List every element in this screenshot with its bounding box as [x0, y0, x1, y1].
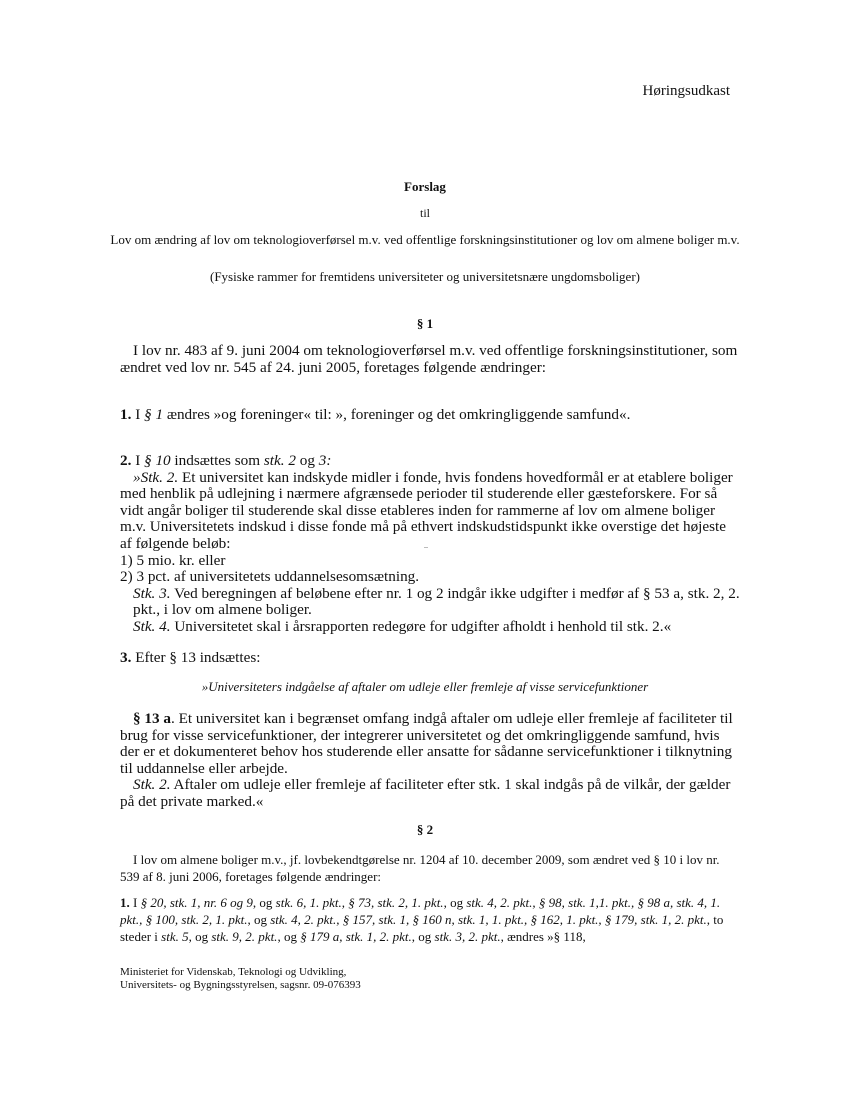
footer-line-1: Ministeriet for Videnskab, Teknologi og Udvikling,	[120, 966, 347, 978]
title-til: til	[419, 206, 430, 220]
item-text: Efter § 13 indsættes:	[131, 649, 261, 666]
item-text: I	[135, 406, 145, 423]
section2-item-1	[120, 894, 740, 945]
amendment-item-2	[120, 453, 740, 636]
item-2-head	[120, 453, 740, 470]
item-ref: stk. 4, 2. pkt., § 98, stk. 1,1. pkt., § 98 a, stk. 4, 1. pkt., § 100, stk. 2, 1. pkt.	[120, 895, 721, 927]
item-ref: stk. 6, 1. pkt., § 73, stk. 2, 1. pkt.	[275, 895, 444, 910]
item-ref: 3:	[318, 452, 332, 469]
item-ref: stk. 2	[263, 452, 296, 469]
stk-text: Ved beregningen af beløbene efter nr. 1 og 2 indgår ikke udgifter i medfør af § 53 a, stk. 2, 2. pkt., i lov om almene boliger.	[133, 584, 740, 619]
amendment-item-1	[120, 407, 740, 424]
list-item-1: 1) 5 mio. kr. eller	[120, 551, 226, 569]
item-text: I	[135, 452, 145, 469]
section-13a-stk2	[120, 777, 740, 810]
item-ref: § 10	[144, 452, 171, 469]
item-number: 2.	[120, 452, 132, 469]
section-13a-text	[120, 711, 740, 777]
item-text: I	[129, 895, 141, 910]
item-text: ændres »og foreninger« til: », foreninger og det omkringliggende samfund«.	[163, 406, 631, 423]
stk2-paragraph	[120, 470, 740, 553]
stk-label: Stk. 3.	[133, 584, 171, 602]
item-ref: stk. 9, 2. pkt.	[211, 929, 278, 944]
section1-intro: I lov nr. 483 af 9. juni 2004 om teknologioverførsel m.v. ved offentlige forskningsinstitutioner, som ændret ved lov nr. 545 af 24. juni 2005, foretages følgende ændringer:	[120, 342, 738, 376]
amendment-item-3	[120, 650, 740, 667]
stk-text: Aftaler om udleje eller fremleje af faciliteter efter stk. 1 skal indgås på de vilkår, der gælder på det private marked.«	[120, 776, 731, 810]
list-item-2: 2) 3 pct. af universitetets uddannelsesomsætning.	[120, 568, 420, 586]
stk-text: Universitetet skal i årsrapporten redegøre for udgifter afholdt i henhold til stk. 2.«	[170, 617, 672, 635]
section-mark-2: § 2	[416, 822, 434, 837]
item-number: 3.	[120, 649, 132, 666]
item-ref: § 20, stk. 1, nr. 6 og 9	[140, 895, 253, 910]
stk4-paragraph	[120, 619, 740, 636]
para-text: . Et universitet kan i begrænset omfang indgå aftaler om udleje eller fremleje af faciliteter til brug for visse servicefunktioner, der integrerer universitetet og det omkringliggende samfund, hvis der er et dokumenteret behov hos studerende eller ansatte for sådanne servicefunktioner i tilknytning til uddannelse eller arbejde.	[120, 710, 733, 777]
stk-label: »Stk. 2.	[133, 468, 179, 486]
section-13a-heading: »Universiteters indgåelse af aftaler om udleje eller fremleje af visse servicefunktioner	[201, 679, 649, 694]
section2-intro: I lov om almene boliger m.v., jf. lovbekendtgørelse nr. 1204 af 10. december 2009, som ændret ved § 10 i lov nr. 539 af 8. juni 2006, foretages følgende ændringer:	[120, 852, 720, 884]
stk-label: Stk. 4.	[133, 617, 171, 635]
document-status-label: Høringsudkast	[642, 83, 730, 99]
item-text: og	[295, 452, 319, 469]
stray-mark	[424, 547, 428, 548]
section-13a	[120, 711, 740, 811]
item-text: , to steder i	[120, 912, 724, 944]
stk-label: Stk. 2.	[133, 776, 171, 794]
footer	[120, 966, 361, 992]
law-subtitle: (Fysiske rammer for fremtidens universiteter og universitetsnære ungdomsboliger)	[210, 269, 640, 284]
item-text: , og	[411, 929, 435, 944]
item-number: 1.	[120, 406, 132, 423]
footer-line-2: Universitets- og Bygningsstyrelsen, sagsnr. 09-076393	[120, 979, 361, 991]
item-text: , og	[443, 895, 467, 910]
item-text: , ændres »§ 118,	[500, 929, 586, 944]
stk3-paragraph	[120, 586, 740, 619]
item-ref: § 1	[144, 406, 164, 423]
section-mark-1: § 1	[416, 316, 434, 331]
item-number: 1.	[120, 895, 130, 910]
law-title: Lov om ændring af lov om teknologioverførsel m.v. ved offentlige forskningsinstitutioner og lov om almene boliger m.v.	[110, 232, 740, 247]
item-text: indsættes som	[170, 452, 264, 469]
item-ref: stk. 5	[161, 929, 189, 944]
para-label: § 13 a	[133, 710, 171, 727]
stk-text: Et universitet kan indskyde midler i fonde, hvis fondens hovedformål er at etablere boliger med henblik på udlejning i nærmere afgrænsede perioder til studerende eller gæsteforskere. For så vidt angår boliger til studerende skal disse etableres inden for rammerne af lov om almene boliger m.v. Universitetets indskud i disse fonde må på ethvert indskudstidspunkt ikke overstige det højeste af følgende beløb:	[120, 468, 733, 552]
item-text: , og	[247, 912, 271, 927]
item-ref: § 179 a, stk. 1, 2. pkt.	[300, 929, 412, 944]
item-text: , og	[188, 929, 212, 944]
item-text: , og	[252, 895, 276, 910]
item-text: , og	[277, 929, 301, 944]
item-ref: stk. 3, 2. pkt.	[434, 929, 501, 944]
title-forslag: Forslag	[404, 179, 446, 194]
item-ref: stk. 4, 2. pkt., § 157, stk. 1, § 160 n, stk. 1, 1. pkt., § 162, 1. pkt., § 179, stk. 1, 2. pkt.	[270, 912, 707, 927]
